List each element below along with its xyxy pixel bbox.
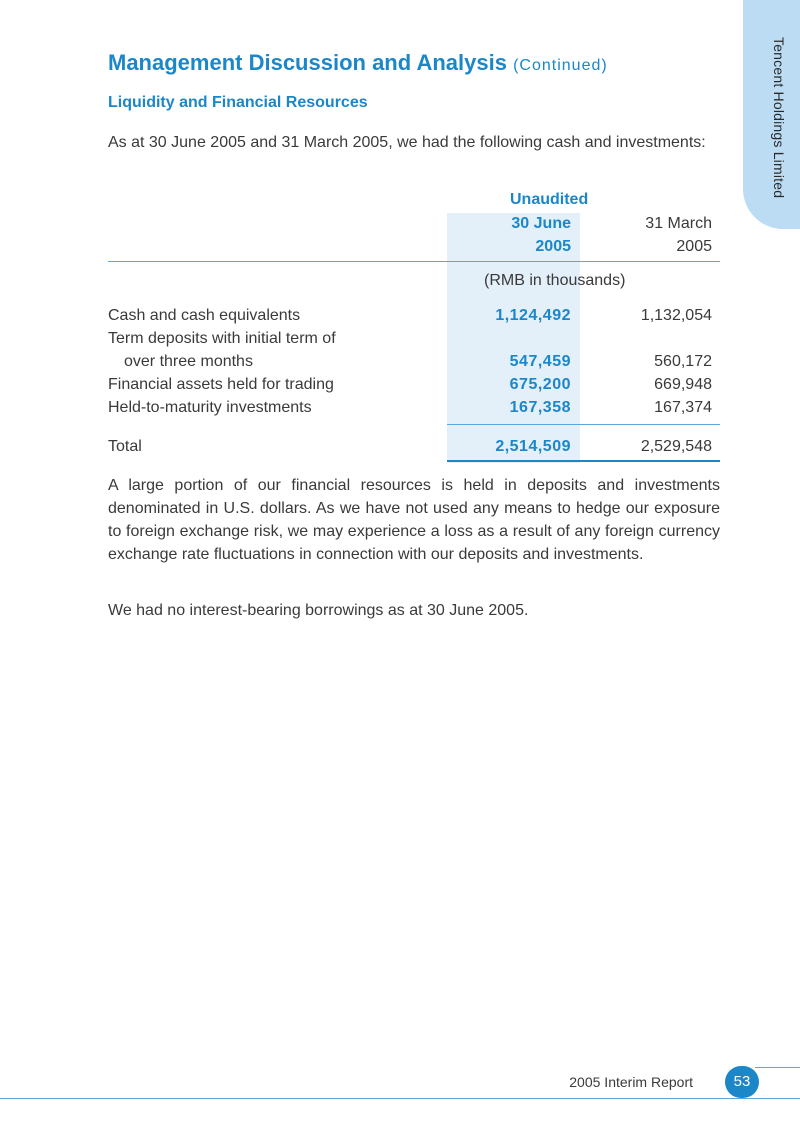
col1-header-line2: 2005: [535, 238, 571, 255]
col2-header-line1: 31 March: [645, 215, 712, 232]
row-prior-value: 669,948: [654, 376, 712, 393]
row-current-value: 1,124,492: [495, 307, 571, 324]
units-label: (RMB in thousands): [484, 272, 626, 289]
col2-header-line2: 2005: [676, 238, 712, 255]
row-label-continued: over three months: [124, 353, 253, 370]
row-current-value: 675,200: [509, 376, 571, 393]
row-prior-value: 1,132,054: [640, 307, 712, 324]
continued-label: (Continued): [513, 57, 608, 74]
row-label: Financial assets held for trading: [108, 376, 334, 393]
col1-header-line1: 30 June: [511, 215, 571, 232]
row-label: Term deposits with initial term of: [108, 330, 336, 347]
page-number-badge: 53: [725, 1066, 759, 1098]
footer-accent-line: [755, 1067, 800, 1068]
footer-line: [0, 1098, 800, 1099]
report-name: 2005 Interim Report: [569, 1074, 693, 1090]
page-title: [108, 50, 608, 76]
body-paragraph: We had no interest-bearing borrowings as at 30 June 2005.: [108, 602, 529, 619]
row-prior-value: 167,374: [654, 399, 712, 416]
total-double-rule: [447, 460, 720, 462]
total-current-value: 2,514,509: [495, 438, 571, 455]
unaudited-header: Unaudited: [510, 191, 589, 208]
row-current-value: 167,358: [509, 399, 571, 416]
header-divider: [108, 261, 720, 262]
total-prior-value: 2,529,548: [640, 438, 712, 455]
row-current-value: 547,459: [509, 353, 571, 370]
subtotal-rule: [447, 424, 720, 425]
total-label: Total: [108, 438, 142, 455]
page-title-text: Management Discussion and Analysis: [108, 50, 507, 75]
section-heading: Liquidity and Financial Resources: [108, 94, 368, 111]
body-paragraph: A large portion of our financial resources is held in deposits and investments denominated in U.S. dollars. As we have not used any means to hedge our exposure to foreign exchange risk, we may experience a loss as a result of any foreign currency exchange rate fluctuations in connection with our deposits and investments.: [108, 477, 720, 563]
row-prior-value: 560,172: [654, 353, 712, 370]
row-label: Cash and cash equivalents: [108, 307, 301, 324]
row-label: Held-to-maturity investments: [108, 399, 312, 416]
intro-paragraph: As at 30 June 2005 and 31 March 2005, we had the following cash and investments:: [108, 134, 706, 151]
company-name-tab: Tencent Holdings Limited: [771, 37, 787, 199]
